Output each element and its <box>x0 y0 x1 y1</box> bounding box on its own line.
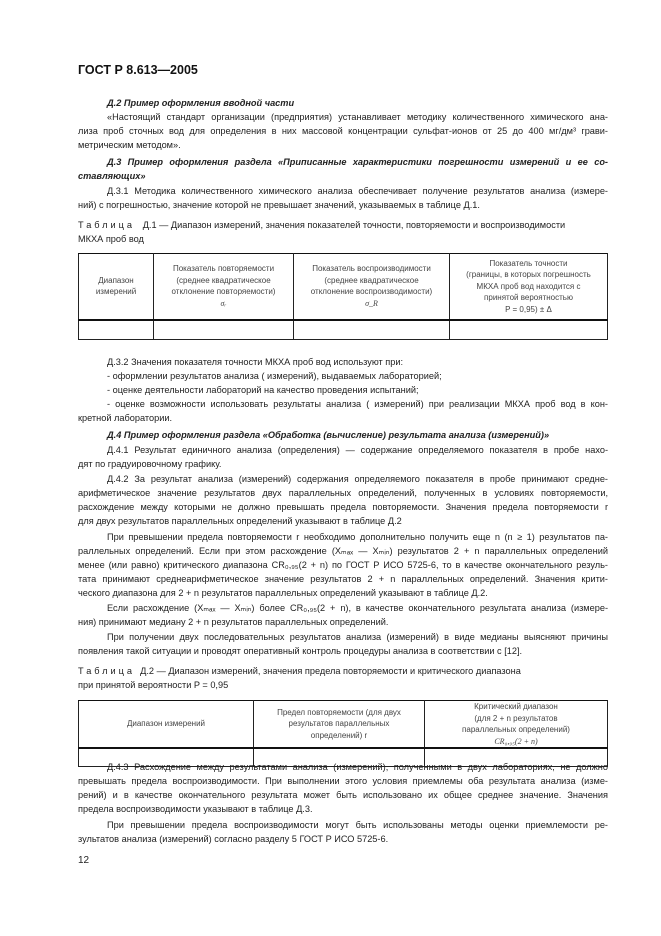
paragraph-line: предела воспроизводимости указывают в таблице Д.3. <box>78 804 313 814</box>
section-heading: Д.2 Пример оформления вводной части <box>107 98 295 108</box>
table2-caption <box>78 664 608 692</box>
paragraph-line: рений) и в качестве окончательного результата может быть использовано их общее среднее значение. Значения <box>78 790 608 800</box>
paragraph-line: тата принимают среднеарифметическое значение результатов 2 + n параллельных определений. Значения крити- <box>78 574 608 584</box>
header-cell: Диапазон измерений <box>79 701 254 749</box>
paragraph-line: для двух результатов параллельных определений указывают в таблице Д.2 <box>78 516 402 526</box>
paragraph-line: раллельных определений. Если при этом расхождение (Xₘₐₓ — Xₘᵢₙ) результатов 2 + n параллельных определений <box>78 546 608 556</box>
list-item: кретной лаборатории. <box>78 413 173 423</box>
paragraph-line: При превышении предела воспроизводимости могут быть использованы методы оценки приемлемости ре- <box>107 820 608 830</box>
paragraph-line: ческого диапазона для 2 + n результатов параллельных определений указывают в таблице Д.2. <box>78 588 488 598</box>
caption-label: Таблица <box>78 666 136 676</box>
list-item: - оценке возможности использовать результаты анализа ( измерений) при реализации МКХА проб вод в кон- <box>107 399 608 409</box>
list-item: - оценке деятельности лабораторий на качество проведения испытаний; <box>107 385 419 395</box>
header-cell: Показатель воспроизводимости (среднее квадратическое отклонение воспроизводимости) σ_R <box>294 254 450 320</box>
caption-text: Д.1 — Диапазон измерений, значения показателей точности, повторяемости и воспроизводимости <box>142 220 566 230</box>
section-d4 <box>78 428 608 658</box>
paragraph-line: превышать предела воспроизводимости. При выполнении этого условия приемлемы оба результата анализа (изме- <box>78 776 608 786</box>
paragraph-line: Д.4.3 Расхождение между результатами анализа (измерений), полученными в двух лабораториях, не должно <box>107 762 608 772</box>
section-heading: Д.3 Пример оформления раздела «Приписанные характеристики погрешности измерений и ее со- <box>107 157 608 167</box>
header-cell: Предел повторяемости (для двух результатов параллельных определений) r <box>254 701 425 749</box>
section-d32 <box>78 355 608 425</box>
table-d1 <box>78 253 608 340</box>
page-number: 12 <box>78 855 90 866</box>
paragraph-line: ния) принимают медиану 2 + n результатов параллельных определений. <box>78 617 389 627</box>
section-d3 <box>78 155 608 212</box>
header-cell: Критический диапазон (для 2 + n результатов параллельных определений) CR₀,₉₅(2 + n) <box>425 701 608 749</box>
document-header: ГОСТ Р 8.613—2005 <box>78 63 198 77</box>
table-d2 <box>78 700 608 767</box>
header-cell: Показатель повторяемости (среднее квадратическое отклонение повторяемости) σᵣ <box>154 254 294 320</box>
paragraph-line: арифметическое значение результатов двух параллельных определений, полученных в условиях повторяемости, <box>78 488 608 498</box>
paragraph-line: Д.3.2 Значения показателя точности МКХА проб вод используют при: <box>107 357 404 367</box>
paragraph-line: дят по градуировочному графику. <box>78 459 222 469</box>
header-cell: Диапазон измерений <box>79 254 154 320</box>
paragraph-line: появления такой ситуации и проводят оперативный контроль процедуры анализа в соответствии с [12]. <box>78 646 523 656</box>
paragraph-line: лиза проб сточных вод для определения в них массовой концентрации сульфат-ионов от 25 до 400 мг/дм³ грави- <box>78 126 608 136</box>
caption-label: Таблица <box>78 220 136 230</box>
paragraph-line: Д.4.2 За результат анализа (измерений) содержания определяемого показателя в пробе принимают средне- <box>107 474 608 484</box>
section-d43 <box>78 760 608 846</box>
paragraph-line: «Настоящий стандарт организации (предприятия) устанавливает методику количественного химического ана- <box>107 112 608 122</box>
paragraph-line: расхождение между которыми не должно превышать предела повторяемости. Значения предела повторяемости r <box>78 502 608 512</box>
section-heading: Д.4 Пример оформления раздела «Обработка (вычисление) результата анализа (измерений)» <box>107 430 550 440</box>
paragraph-line: Д.4.1 Результат единичного анализа (определения) — содержание определяемого показателя в пробе нахо- <box>107 445 608 455</box>
paragraph-line: Если расхождение (Xₘₐₓ — Xₘᵢₙ) более CR₀,₉₅(2 + n), в качестве окончательного результата анализа (измере- <box>107 603 608 613</box>
caption-text: Д.2 — Диапазон измерений, значения предела повторяемости и критического диапазона <box>140 666 521 676</box>
table-row <box>79 320 608 340</box>
caption-text: МКХА проб вод <box>78 234 144 244</box>
paragraph-line: При превышении предела повторяемости r необходимо дополнительно получить еще n (n ≥ 1) результатов па- <box>107 532 608 542</box>
paragraph-line: ний) с погрешностью, значение которой не превышает значений, указываемых в таблице Д.1. <box>78 200 480 210</box>
section-d2 <box>78 96 608 152</box>
paragraph-line: метрическим методом». <box>78 140 181 150</box>
paragraph-line: зультатов анализа (измерений) согласно разделу 5 ГОСТ Р ИСО 5725-6. <box>78 834 389 844</box>
section-heading: ставляющих» <box>78 171 146 181</box>
header-cell: Показатель точности (границы, в которых погрешность МКХА проб вод находится с принятой вероятностью P = 0,95) ± Δ <box>450 254 608 320</box>
paragraph-line: При получении двух последовательных результатов анализа (измерений) в виде медианы выясняют причины <box>107 632 608 642</box>
list-item: - оформлении результатов анализа ( измерений), выдаваемых лабораторией; <box>107 371 442 381</box>
table1-caption <box>78 218 608 246</box>
paragraph-line: менее (или равно) критического диапазона CR₀,₉₅(2 + n) по ГОСТ Р ИСО 5725-6, то в качестве окончательного резуль- <box>78 560 608 570</box>
caption-text: при принятой вероятности P = 0,95 <box>78 680 229 690</box>
paragraph-line: Д.3.1 Методика количественного химического анализа обеспечивает получение результатов анализа (измере- <box>107 186 608 196</box>
